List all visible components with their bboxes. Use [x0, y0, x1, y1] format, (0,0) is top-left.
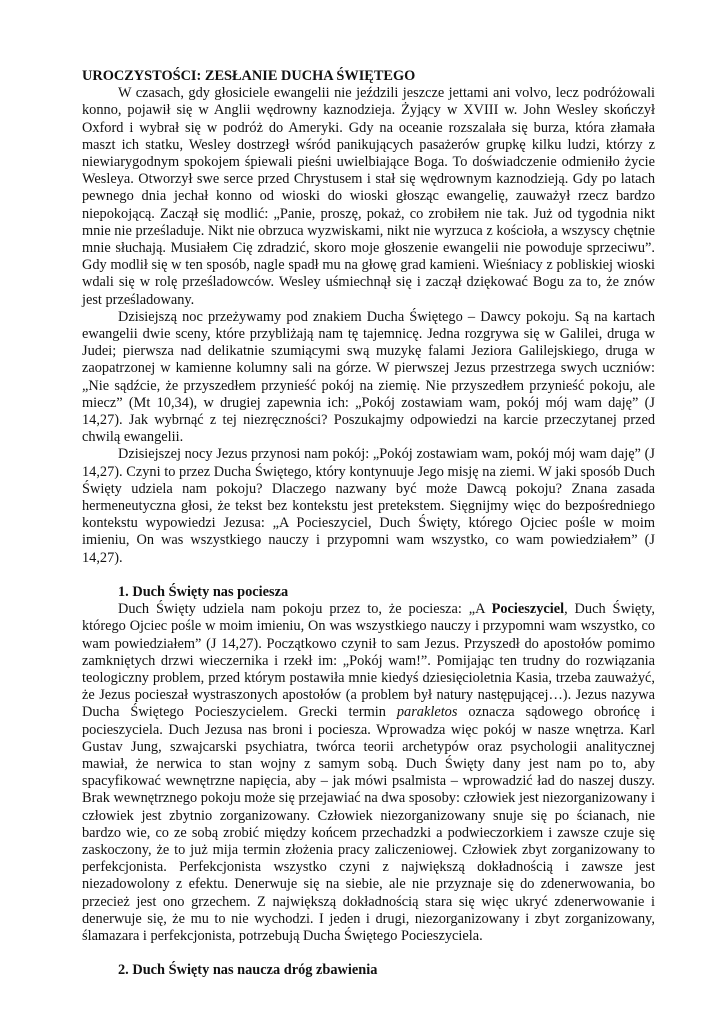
paragraph-pociesza-text-2: , Duch Święty, którego Ojciec pośle w moim imieniu, On was wszystkiego nauczy i przypomni wam wszystko, co wam powiedziałem” (J 14,27). Początkowo czynił to sam Jezus. Przyszedł do apostołów pomimo zamkniętych drzwi wieczernika i rzekł im: „Pokój wam!”. Pomijając ten trudny do rozwiązania teologiczny problem, przed którym postawiła mnie kiedyś dziesięcioletnia Kasia, trzeba zauważyć, że Jezus pocieszał wystraszonych apostołów (a problem był natury następującej…). Jezus nazywa Ducha Świętego Pocieszycielem. Grecki termin [82, 601, 656, 721]
paragraph-wesley-story: W czasach, gdy głosiciele ewangelii nie jeździli jeszcze jettami ani volvo, lecz podróżowali konno, pojawił się w Anglii wędrowny kaznodzieja. Żyjący w XVIII w. John Wesley skończył Oxford i wybrał się w podróż do Ameryki. Gdy na oceanie rozszalała się burza, która złamała maszt ich statku, Wesley dostrzegł wśród panikujących pasażerów grupkę kilku ludzi, którzy z niewiarygodnym spokojem śpiewali pieśni uwielbiające Boga. To doświadczenie odmieniło życie Wesleya. Otworzył swe serce przed Chrystusem i stał się wędrownym kaznodzieją. Gdy po latach pewnego dnia jechał konno od wioski do wioski głosząc ewangelię, zauważył rzecz bardzo niepokojącą. Zaczął się modlić: „Panie, proszę, pokaż, co zrobiłem nie tak. Już od tygodnia nikt mnie nie prześladuje. Nikt nie obrzuca wyzwiskami, nikt nie wyrzuca z kościoła, a wszyscy chętnie mnie słuchają. Musiałem Cię zdradzić, skoro moje głoszenie ewangelii nie powoduje sprzeciwu”. Gdy modlił się w ten sposób, nagle spadł mu na głowę grad kamieni. Wieśniacy z pobliskiej wioski wdali się w rolę prześladowców. Wesley uśmiechnął się i zaczął dziękować Bogu za to, że znów jest prześladowany. [82, 85, 655, 308]
paragraph-pociesza-italic: parakletos [396, 704, 458, 721]
paragraph-pociesza [82, 601, 655, 945]
document-title: UROCZYSTOŚCI: ZESŁANIE DUCHA ŚWIĘTEGO [82, 68, 416, 84]
document-page [82, 68, 655, 979]
section-heading-pociesza: 1. Duch Święty nas pociesza [118, 583, 289, 600]
section-heading-naucza: 2. Duch Święty nas naucza dróg zbawienia [118, 962, 378, 979]
paragraph-pociesza-text-1: Duch Święty udziela nam pokoju przez to, że pociesza: „A [118, 601, 492, 618]
paragraph-pociesza-text-3: oznacza sądowego obrońcę i pocieszyciela. Duch Jezusa nas broni i pociesza. Wprowadza więc pokój w nasze wnętrza. Karl Gustav Jung, szwajcarski psychiatra, twórca teorii archetypów oraz psychologii analitycznej mawiał, że nerwica to stan wojny z samym sobą. Duch Święty dany jest nam po to, aby spacyfikować wewnętrzne napięcia, aby – jak mówi psalmista – wprowadzić ład do naszej duszy. Brak wewnętrznego pokoju może się przejawiać na dwa sposoby: człowiek jest niezorganizowany i człowiek jest zbytnio zorganizowany. Człowiek niezorganizowany snuje się po ścianach, nie bardzo wie, co ze sobą zrobić między końcem przechadzki a podwieczorkiem i zawsze czuje się zaskoczony, że to już mija termin złożenia pracy zaliczeniowej. Człowiek zbyt zorganizowany to perfekcjonista. Perfekcjonista wszystko czyni z największą dokładnością i zawsze jest niezadowolony z efektu. Denerwuje się na siebie, ale nie przyznaje się do zdenerwowania, bo przecież jest ono grzechem. Z największą dokładnością stara się więc ukryć zdenerwowanie i denerwuje się, że mu to nie wychodzi. I jeden i drugi, niezorganizowany i zbyt zorganizowany, ślamazara i perfekcjonista, potrzebują Ducha Świętego Pocieszyciela. [82, 704, 655, 944]
paragraph-pociesza-bold: Pocieszyciel [491, 601, 565, 618]
paragraph-context: Dzisiejszej nocy Jezus przynosi nam pokój: „Pokój zostawiam wam, pokój mój wam daję” (J 14,27). Czyni to przez Ducha Świętego, który kontynuuje Jego misję na ziemi. W jaki sposób Duch Święty udziela nam pokoju? Dlaczego nazwany być może Dawcą pokoju? Znana zasada hermeneutyczna głosi, że tekst bez kontekstu jest pretekstem. Sięgnijmy więc do bezpośredniego kontekstu wypowiedzi Jezusa: „A Pocieszyciel, Duch Święty, którego Ojciec pośle w moim imieniu, On was wszystkiego nauczy i przypomni wam wszystko, co wam powiedziałem” (J 14,27). [82, 446, 655, 566]
paragraph-two-scenes: Dzisiejszą noc przeżywamy pod znakiem Ducha Świętego – Dawcy pokoju. Są na kartach ewangelii dwie sceny, które przybliżają nam tę tajemnicę. Jedna rozgrywa się w Galilei, druga w Judei; pierwsza nad delikatnie szumiącymi swą muzykę falami Jeziora Galilejskiego, druga w zaopatrzonej w kamienne kolumny sali na górze. W pierwszej Jezus przestrzega swych uczniów: „Nie sądźcie, że przyszedłem przynieść pokój na ziemię. Nie przyszedłem przynieść pokoju, ale miecz” (Mt 10,34), w drugiej zapewnia ich: „Pokój zostawiam wam, pokój mój wam daję” (J 14,27). Jak wybrnąć z tej niezręczności? Poszukajmy odpowiedzi na karcie przeczytanej przed chwilą ewangelii. [82, 308, 655, 446]
